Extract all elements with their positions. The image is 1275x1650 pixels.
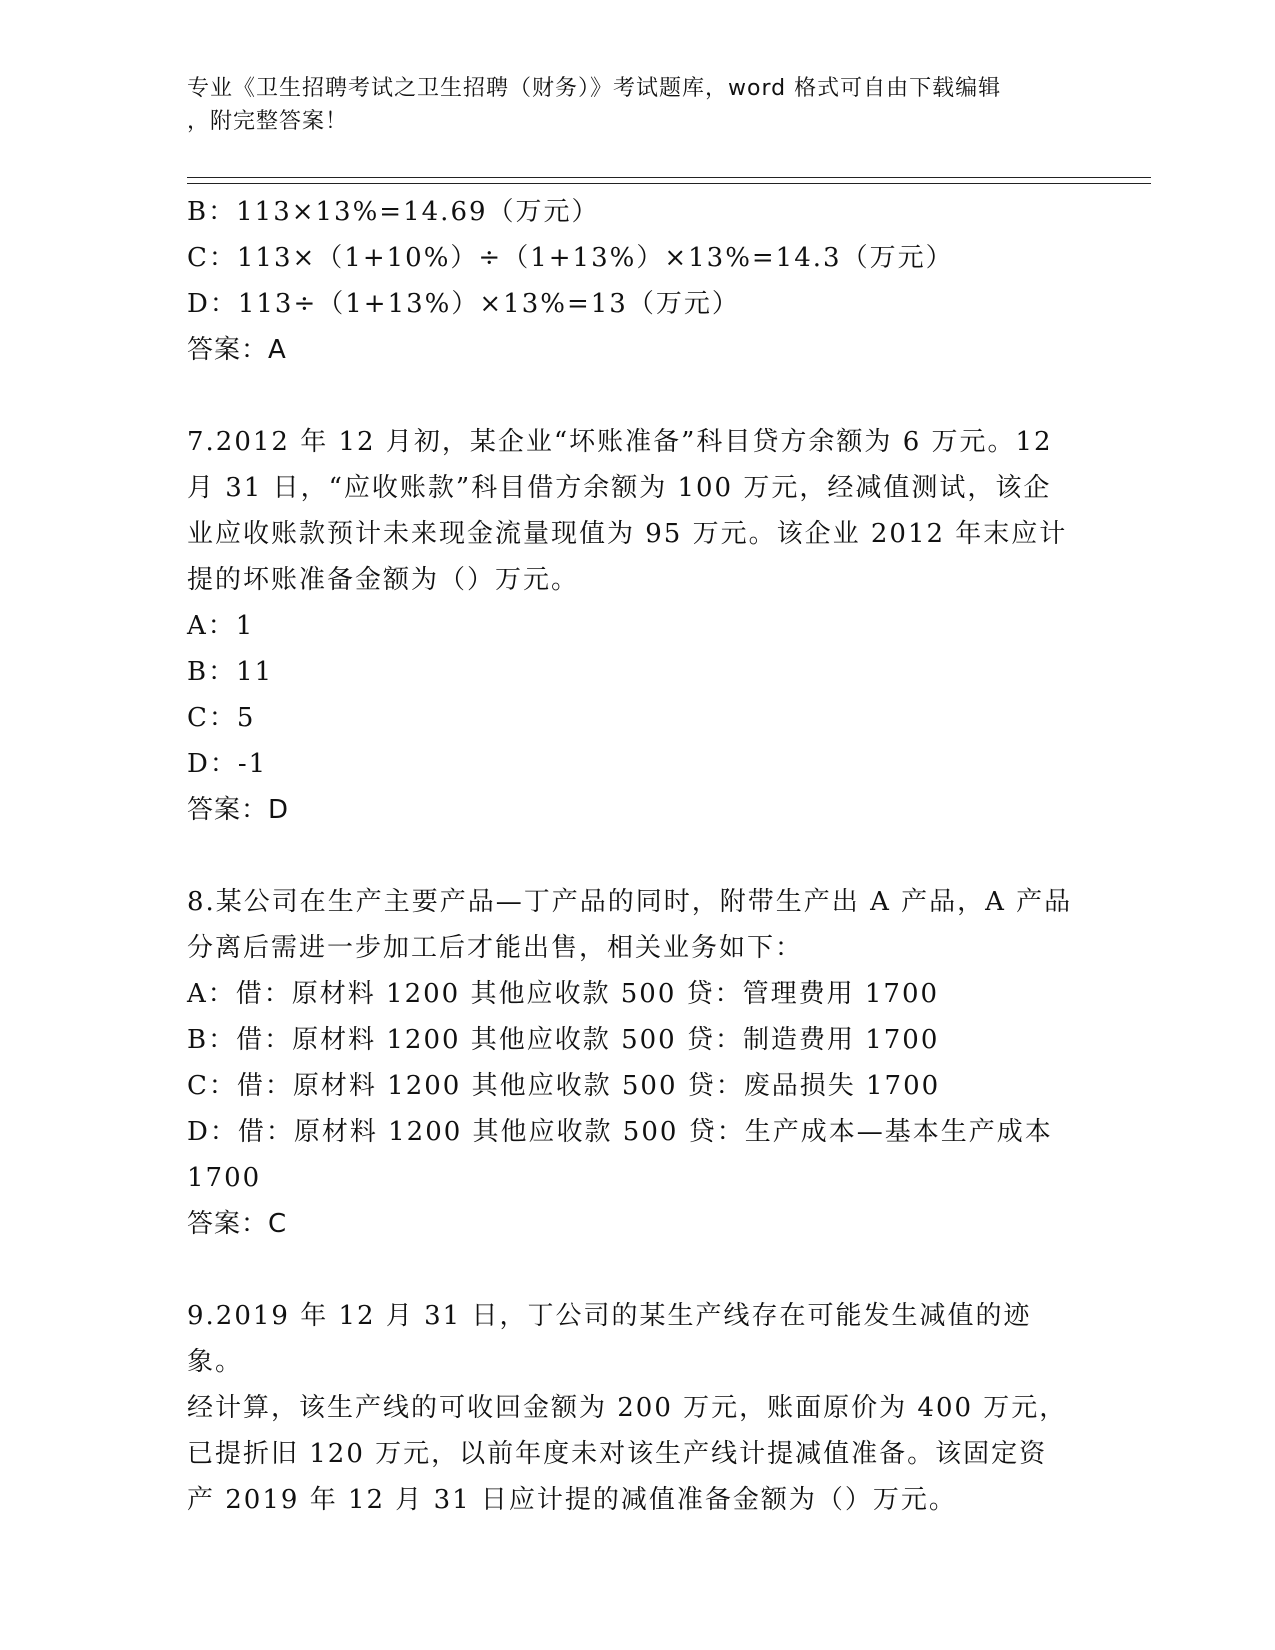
- option-a: A：借：原材料 1200 其他应收款 500 贷：管理费用 1700: [187, 979, 940, 1009]
- question-7: [187, 419, 1087, 833]
- answer-line: 答案：A: [187, 335, 287, 365]
- question-stem-line: 7.2012 年 12 月初，某企业“坏账准备”科目贷方余额为 6 万元。12: [187, 427, 1053, 457]
- question-stem-line: 提的坏账准备金额为（）万元。: [187, 565, 580, 595]
- question-8: [187, 879, 1087, 1247]
- option-a: A：1: [187, 611, 255, 641]
- question-stem-line: 经计算，该生产线的可收回金额为 200 万元，账面原价为 400 万元，: [187, 1393, 1068, 1423]
- option-c: C：借：原材料 1200 其他应收款 500 贷：废品损失 1700: [187, 1071, 941, 1101]
- answer-line: 答案：D: [187, 795, 290, 825]
- question-stem-line: 分离后需进一步加工后才能出售，相关业务如下：: [187, 933, 804, 963]
- option-b: B：借：原材料 1200 其他应收款 500 贷：制造费用 1700: [187, 1025, 940, 1055]
- option-d: D：借：原材料 1200 其他应收款 500 贷：生产成本—基本生产成本: [187, 1117, 1053, 1147]
- header-title-line-2: ，附完整答案！: [187, 109, 349, 134]
- question-stem-line: 月 31 日，“应收账款”科目借方余额为 100 万元，经减值测试，该企: [187, 473, 1052, 503]
- header-divider-top: [187, 177, 1151, 178]
- document-header: [187, 72, 1067, 138]
- question-9: [187, 1293, 1087, 1523]
- option-c: C：113×（1+10%）÷（1+13%）×13%=14.3（万元）: [187, 243, 954, 273]
- option-d: D：-1: [187, 749, 268, 779]
- option-b: B：11: [187, 657, 274, 687]
- header-divider-bottom: [187, 183, 1151, 184]
- question-stem-line: 8.某公司在生产主要产品—丁产品的同时，附带生产出 A 产品，A 产品: [187, 887, 1073, 917]
- option-c: C：5: [187, 703, 256, 733]
- header-title-line-1: 专业《卫生招聘考试之卫生招聘（财务）》考试题库，word 格式可自由下载编辑: [187, 76, 1002, 101]
- answer-line: 答案：C: [187, 1209, 288, 1239]
- question-stem-line: 业应收账款预计未来现金流量现值为 95 万元。该企业 2012 年末应计: [187, 519, 1068, 549]
- question-stem-line: 产 2019 年 12 月 31 日应计提的减值准备金额为（）万元。: [187, 1485, 957, 1515]
- option-d-continued: 1700: [187, 1163, 262, 1193]
- document-body: [187, 189, 1087, 1523]
- question-stem-line: 已提折旧 120 万元，以前年度未对该生产线计提减值准备。该固定资: [187, 1439, 1048, 1469]
- question-stem-line: 9.2019 年 12 月 31 日，丁公司的某生产线存在可能发生减值的迹象。: [187, 1301, 1032, 1377]
- previous-question-block: [187, 189, 1087, 373]
- option-b: B：113×13%=14.69（万元）: [187, 197, 600, 227]
- option-d: D：113÷（1+13%）×13%=13（万元）: [187, 289, 740, 319]
